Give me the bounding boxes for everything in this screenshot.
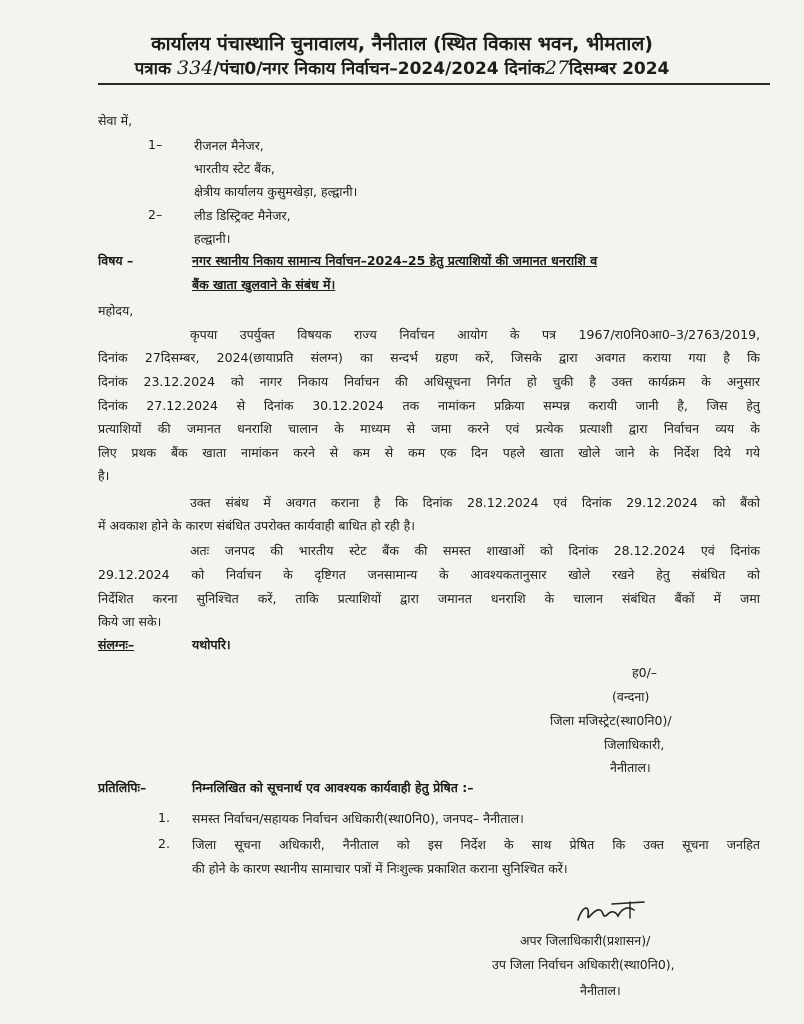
recipient-1-bank: भारतीय स्टेट बैंक, (194, 161, 275, 176)
second-signatory-place: नैनीताल। (580, 983, 621, 998)
copy-item-2-line-2: की होने के कारण स्थानीय सामाचार पत्रों में निःशुल्क प्रकाशित कराना सुनिश्चित करें। (192, 861, 568, 876)
recipient-2-title: लीड डिस्ट्रिक्ट मैनेजर, (194, 208, 291, 223)
second-signatory-designation-2: उप जिला निर्वाचन अधिकारी(स्था0नि0), (492, 957, 675, 972)
header-divider (98, 83, 770, 85)
copy-intro: निम्नलिखित को सूचनार्थ एव आवश्यक कार्यवाही हेतु प्रेषित :– (192, 780, 474, 795)
para3-line: अतः जनपद की भारतीय स्टेट बैंक की समस्त शाखाओं को दिनांक 28.12.2024 एवं दिनांक (190, 543, 760, 558)
recipient-2-place: हल्द्वानी। (194, 231, 231, 246)
second-signatory-designation-1: अपर जिलाधिकारी(प्रशासन)/ (520, 933, 651, 948)
recipient-2-number: 2– (148, 207, 163, 222)
reference-middle: /पंचा0/नगर निकाय निर्वाचन–2024/2024 दिनांक (213, 59, 545, 79)
para2-line: में अवकाश होने के कारण संबंधित उपरोक्त कार्यवाही बाधित हो रही है। (98, 518, 415, 533)
para1-line: कृपया उपर्युक्त विषयक राज्य निर्वाचन आयोग के पत्र 1967/रा0नि0आ0–3/2763/2019, (190, 327, 760, 342)
greeting: महोदय, (98, 303, 134, 318)
reference-prefix: पत्राक (134, 59, 172, 79)
enclosure-value: यथोपरि। (192, 637, 231, 652)
para3-line: 29.12.2024 को निर्वाचन के दृष्टिगत जनसामान्य के आवश्यकतानुसार खोले रखने हेतु संबंधित को (98, 567, 760, 582)
copy-label: प्रतिलिपिः– (98, 780, 147, 795)
enclosure-label: संलग्नः– (98, 637, 135, 652)
para1-line: दिनांक 27.12.2024 से दिनांक 30.12.2024 तक नामांकन प्रक्रिया सम्पन्न करायी जानी है, जिस हेतु (98, 398, 760, 413)
office-header: कार्यालय पंचास्थानि चुनावालय, नैनीताल (स्थित विकास भवन, भीमताल) (151, 33, 653, 55)
para1-line: लिए प्रथक बैंक खाता नामांकन करने से कम से कम एक दिन पहले खाता खोले जाने के निर्देश दिये गये (98, 445, 760, 460)
para1-line: प्रत्याशियों की जमानत धनराशि चालान के माध्यम से जमा करने एवं प्रत्येक प्रत्याशी द्वारा निर्वाचन व्यय के (98, 421, 760, 436)
copy-item-2-number: 2. (158, 836, 170, 851)
subject-label: विषय – (98, 253, 134, 268)
para3-line: किये जा सके। (98, 614, 162, 629)
signatory-designation-1: जिला मजिस्ट्रेट(स्था0नि0)/ (550, 713, 672, 728)
para1-line: दिनांक 27दिसम्बर, 2024(छायाप्रति संलग्न) का सन्दर्भ ग्रहण करें, जिसके द्वारा अवगत कराया गया है कि (98, 350, 760, 365)
reference-day: 27 (544, 57, 570, 79)
copy-item-2-line-1: जिला सूचना अधिकारी, नैनीताल को इस निर्देश के साथ प्रेषित कि उक्त सूचना जनहित (192, 837, 760, 852)
para2-line: उक्त संबंध में अवगत कराना है कि दिनांक 28.12.2024 एवं दिनांक 29.12.2024 को बैंको (190, 495, 760, 510)
recipient-1-number: 1– (148, 137, 163, 152)
subject-line-1: नगर स्थानीय निकाय सामान्य निर्वाचन–2024–25 हेतु प्रत्याशियों की जमानत धनराशि व (192, 253, 598, 268)
signatory-name: (वन्दना) (612, 689, 650, 704)
reference-month-year: दिसम्बर 2024 (569, 59, 670, 79)
signatory-designation-2: जिलाधिकारी, (604, 737, 665, 752)
recipient-1-office: क्षेत्रीय कार्यालय कुसुमखेड़ा, हल्द्वानी। (194, 184, 358, 199)
handwritten-signature-icon (572, 898, 652, 928)
letter-reference-line (0, 56, 804, 79)
signed-mark: ह0/– (632, 665, 658, 680)
para3-line: निर्देशित करना सुनिश्चित करें, ताकि प्रत्याशियों द्वारा जमानत धनराशि के चालान संबंधित बैंकों में जमा (98, 591, 760, 606)
reference-number: 334 (177, 57, 214, 79)
recipient-1-title: रीजनल मैनेजर, (194, 138, 264, 153)
signatory-place: नैनीताल। (610, 760, 651, 775)
copy-item-1-number: 1. (158, 810, 170, 825)
para1-line: है। (98, 468, 110, 483)
copy-item-1: समस्त निर्वाचन/सहायक निर्वाचन अधिकारी(स्था0नि0), जनपद– नैनीताल। (192, 811, 524, 826)
para1-line: दिनांक 23.12.2024 को नागर निकाय निर्वाचन की अधिसूचना निर्गत हो चुकी है उक्त कार्यक्रम के अनुसार (98, 374, 760, 389)
subject-line-2: बैंक खाता खुलवाने के संबंध में। (192, 277, 336, 292)
salutation: सेवा में, (98, 113, 133, 128)
